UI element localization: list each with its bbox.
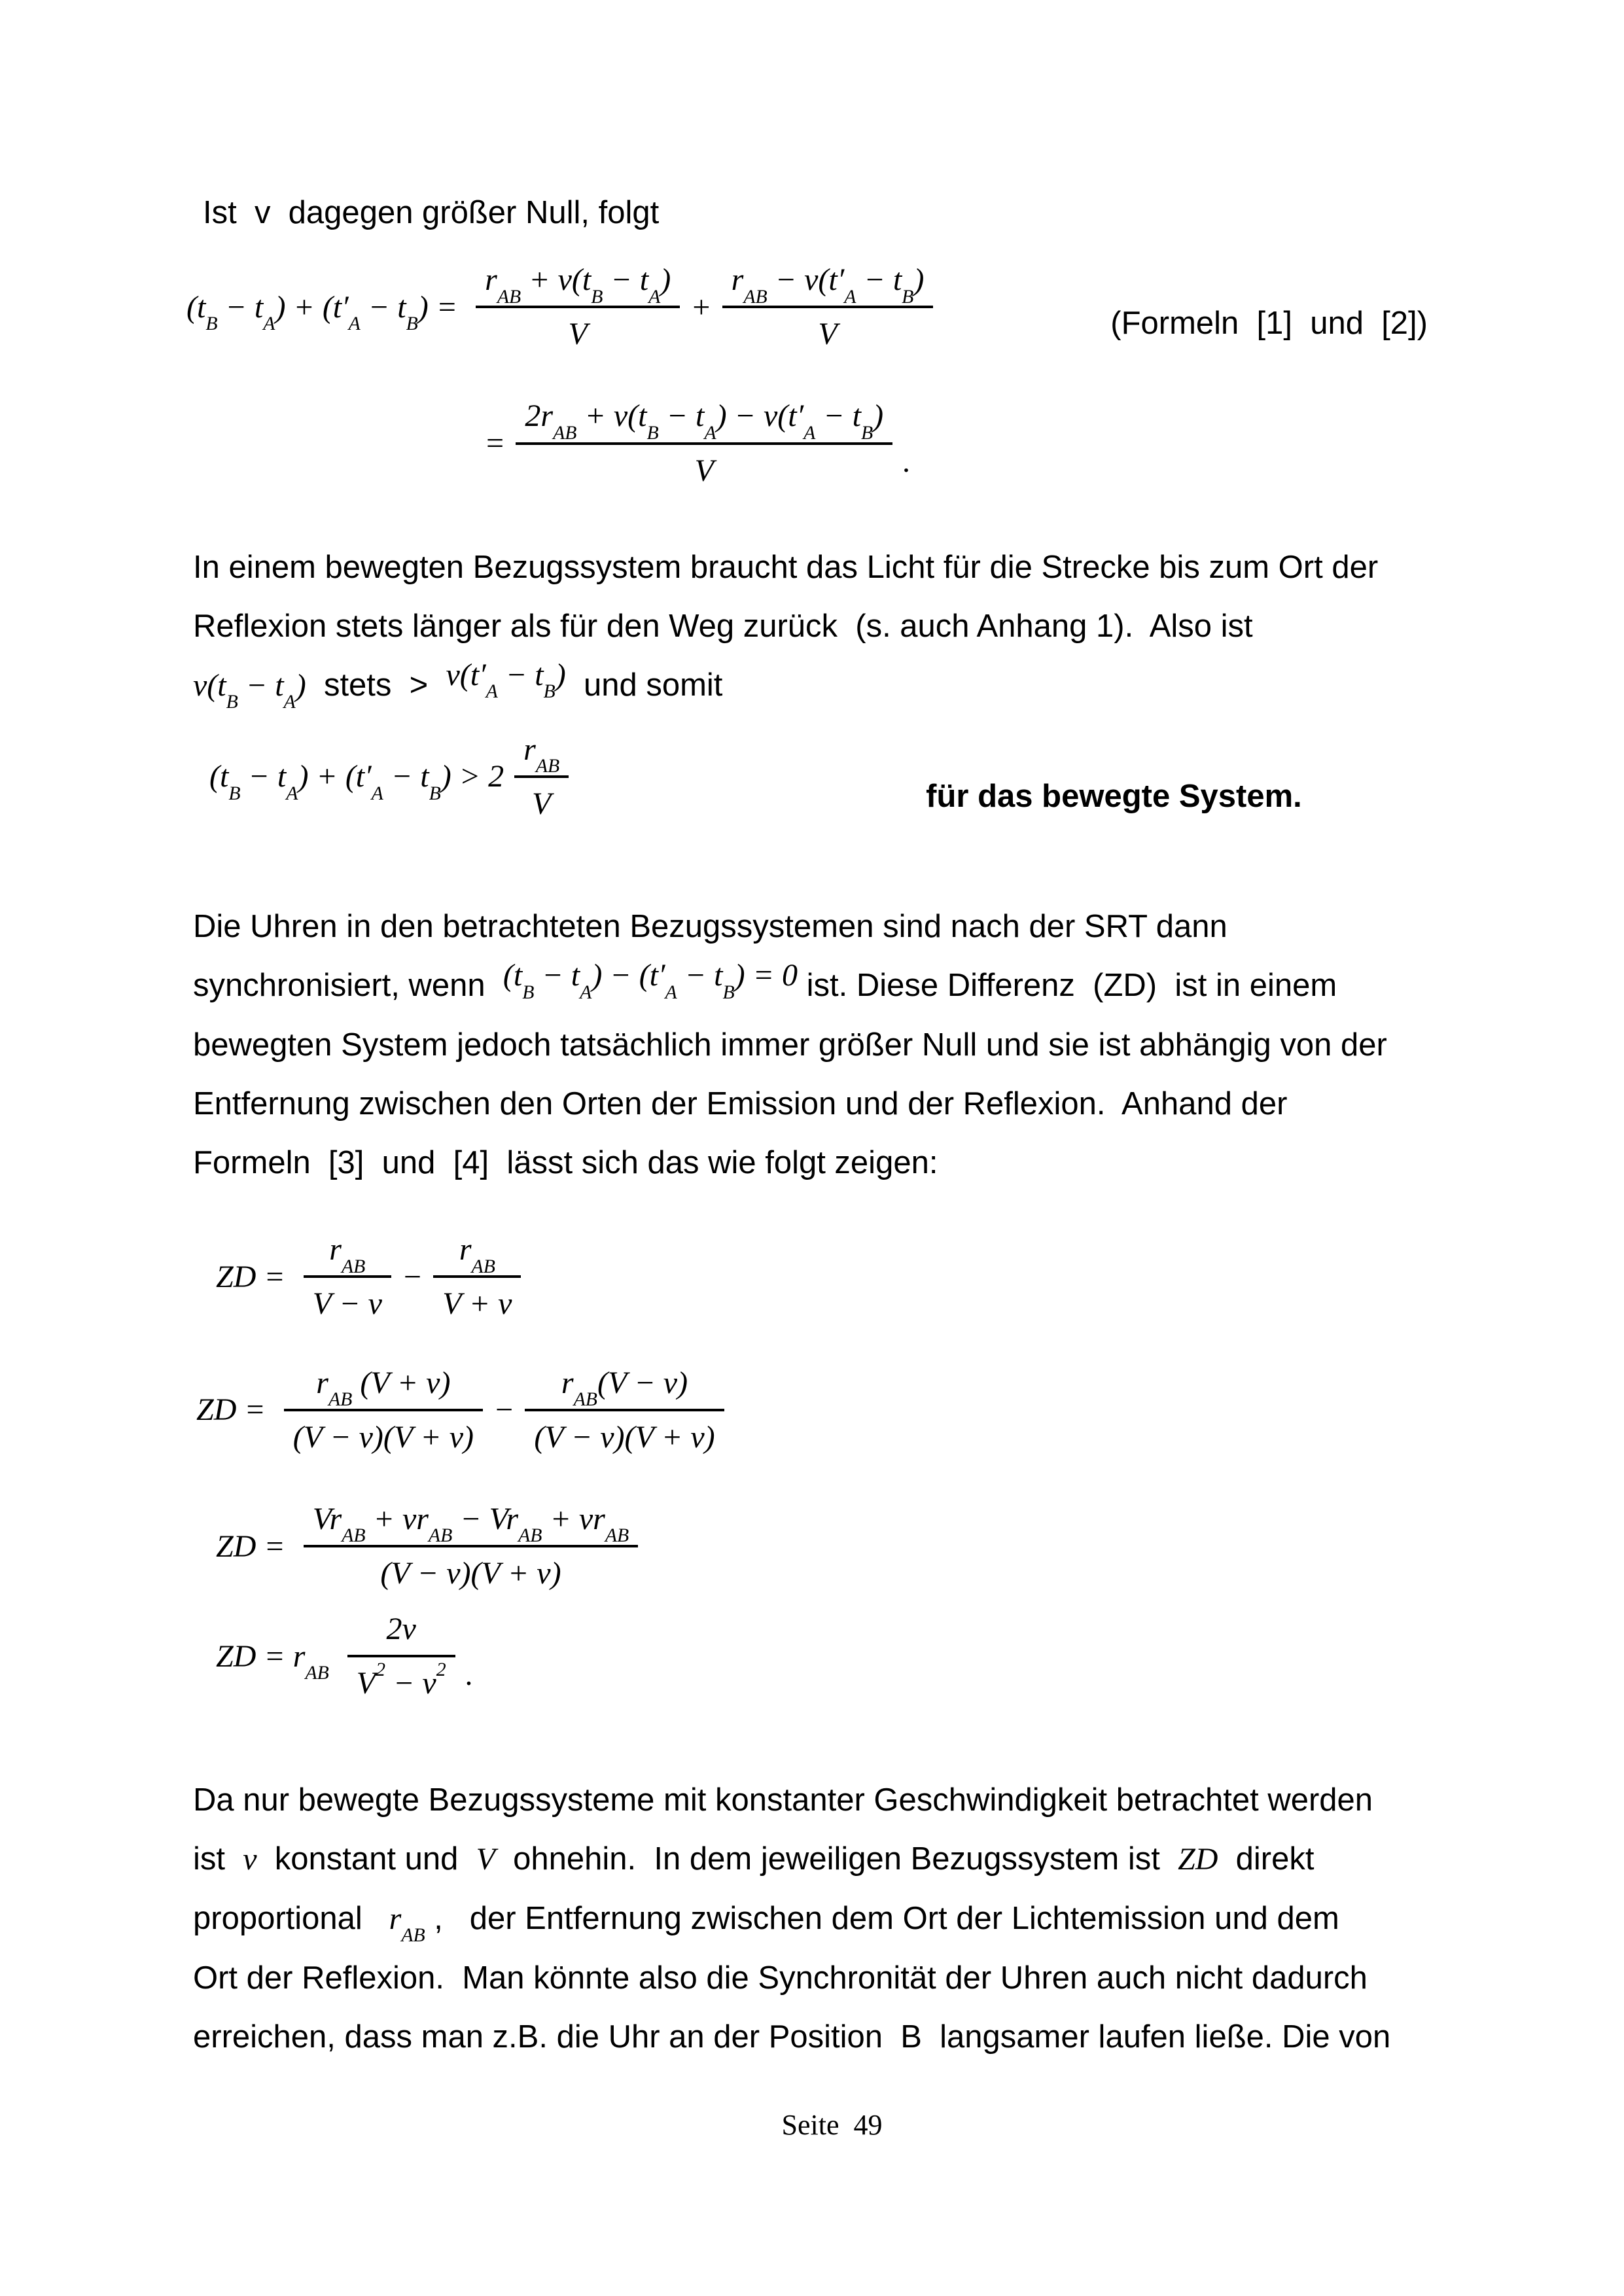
trailing-period: . xyxy=(465,1657,474,1692)
equation-reference-label: (Formeln [1] und [2]) xyxy=(1110,306,1428,342)
text-segment: Reflexion stets länger als für den Weg zurück (s. auch Anhang 1). Also ist xyxy=(193,608,1253,644)
text-segment: synchronisiert, wenn xyxy=(193,968,503,1004)
equation-inequality-moving-system xyxy=(209,732,1428,822)
math-segment: ZD = xyxy=(216,1528,293,1564)
equation-sum-formeln-1-2 xyxy=(186,262,1428,352)
paragraph-line xyxy=(193,1771,1428,1829)
text-segment: stets > xyxy=(306,667,446,703)
text-segment: ist. Diese Differenz (ZD) ist in einem xyxy=(798,968,1337,1004)
equation-zd-step-1 xyxy=(216,1231,1428,1322)
paragraph-line xyxy=(193,1829,1428,1889)
text-segment: proportional xyxy=(193,1900,389,1936)
fraction xyxy=(433,1231,521,1322)
trailing-period: . xyxy=(903,444,911,479)
paragraph-line xyxy=(193,1889,1428,1949)
fraction xyxy=(514,732,569,822)
math-segment: V xyxy=(476,1841,495,1877)
fraction-denominator: V xyxy=(516,442,892,489)
fraction-denominator: V xyxy=(722,306,934,352)
fraction-denominator: V xyxy=(476,306,680,352)
text-segment: Da nur bewegte Bezugssysteme mit konstanter Geschwindigkeit betrachtet werden xyxy=(193,1782,1373,1818)
fraction-numerator: $r_{AB} + v(t_B - t_A)$ xyxy=(485,262,671,308)
text-segment: erreichen, dass man z.B. die Uhr an der Position B langsamer laufen ließe. Die von xyxy=(193,2019,1391,2055)
fraction-denominator: (V − v)(V + v) xyxy=(525,1409,724,1455)
math-segment: ZD = xyxy=(196,1392,274,1428)
fraction xyxy=(284,1365,483,1455)
math-segment-raised: $(t_B - t_A) - (t'_A - t_B) = 0$ xyxy=(503,958,798,1003)
equation-zd-step-3 xyxy=(216,1501,1428,1591)
fraction-numerator: $r_{AB}(V - v)$ xyxy=(561,1365,688,1411)
math-segment: − xyxy=(493,1392,515,1428)
paragraph-light-travel xyxy=(193,538,1428,656)
fraction-numerator: $r_{AB}$ xyxy=(523,732,560,777)
paragraph-line xyxy=(193,2007,1428,2066)
text-segment: und somit xyxy=(565,667,723,703)
text-segment: , der Entfernung zwischen dem Ort der Lichtemission und dem xyxy=(425,1900,1339,1936)
fraction xyxy=(347,1611,455,1701)
fraction-denominator: (V − v)(V + v) xyxy=(304,1545,638,1591)
inline-inequality-line xyxy=(193,656,1428,715)
text-segment: konstant und xyxy=(256,1841,476,1877)
math-segment: − xyxy=(401,1259,423,1294)
math-segment: $(t_B - t_A) + (t'_A - t_B)$ = xyxy=(186,289,466,335)
math-segment: $r_{AB}$ xyxy=(389,1901,425,1947)
math-segment: = xyxy=(484,426,506,461)
text-segment: Ist v dagegen größer Null, folgt xyxy=(203,195,660,230)
text-segment: ist xyxy=(193,1841,243,1877)
paragraph-line xyxy=(193,597,1428,656)
math-segment: ZD = $r_{AB}$ xyxy=(216,1638,329,1684)
text-segment: Formeln [3] und [4] lässt sich das wie folgt zeigen: xyxy=(193,1145,938,1181)
paragraph-line xyxy=(193,1016,1428,1074)
paragraph-line xyxy=(193,1074,1428,1133)
page-number-label: Seite 49 xyxy=(781,2108,883,2141)
fraction-denominator: V + v xyxy=(433,1275,521,1322)
math-segment: ZD = xyxy=(216,1259,293,1294)
paragraph-line xyxy=(193,956,1428,1016)
math-segment: + xyxy=(690,289,712,325)
fraction xyxy=(722,262,934,352)
math-segment-raised: $v(t'_A - t_B)$ xyxy=(446,657,566,703)
paragraph-line xyxy=(193,1133,1428,1192)
fraction xyxy=(476,262,680,352)
paragraph-clock-synchronisation xyxy=(193,897,1428,1192)
paragraph-conclusion xyxy=(193,1771,1428,2066)
fraction-denominator: V − v xyxy=(304,1275,391,1322)
fraction xyxy=(525,1365,724,1455)
fraction xyxy=(304,1501,638,1591)
text-segment: Die Uhren in den betrachteten Bezugssystemen sind nach der SRT dann xyxy=(193,909,1227,945)
fraction-numerator: $2r_{AB} + v(t_B - t_A) - v(t'_A - t_B)$ xyxy=(525,398,884,444)
intro-sentence xyxy=(203,183,1428,242)
fraction-numerator: 2v xyxy=(386,1612,416,1647)
fraction-numerator: $r_{AB} - v(t'_A - t_B)$ xyxy=(731,262,925,308)
equation-zd-step-2 xyxy=(196,1365,1428,1455)
fraction-numerator: $r_{AB}$ xyxy=(459,1232,495,1277)
text-segment: Ort der Reflexion. Man könnte also die Synchronität der Uhren auch nicht dadurch xyxy=(193,1960,1368,1996)
paragraph-line xyxy=(193,1949,1428,2007)
fraction-denominator: (V − v)(V + v) xyxy=(284,1409,483,1455)
fraction-denominator: $V^2 - v^2$ xyxy=(347,1655,455,1701)
paragraph-line xyxy=(193,897,1428,956)
fraction-numerator: $r_{AB}$ xyxy=(329,1232,366,1277)
fraction-denominator: V xyxy=(514,775,569,822)
fraction-numerator: $Vr_{AB} + vr_{AB} - Vr_{AB} + vr_{AB}$ xyxy=(312,1501,629,1547)
text-segment: ohnehin. In dem jeweiligen Bezugssystem ist xyxy=(495,1841,1178,1877)
math-segment: v xyxy=(243,1841,257,1877)
math-segment: ZD xyxy=(1178,1841,1218,1877)
bold-annotation: für das bewegte System. xyxy=(926,778,1302,814)
equation-combined-fraction xyxy=(484,398,1428,488)
equation-zd-result xyxy=(216,1611,1428,1701)
text-segment: In einem bewegten Bezugssystem braucht das Licht für die Strecke bis zum Ort der xyxy=(193,549,1379,585)
text-segment: bewegten System jedoch tatsächlich immer größer Null und sie ist abhängig von der xyxy=(193,1027,1387,1063)
text-segment: Entfernung zwischen den Orten der Emission und der Reflexion. Anhand der xyxy=(193,1086,1288,1122)
page-footer xyxy=(193,2076,1428,2174)
fraction xyxy=(516,398,892,488)
math-segment: $(t_B - t_A) + (t'_A - t_B) > 2$ xyxy=(209,759,504,804)
fraction-numerator: $r_{AB}$ (V + v) xyxy=(316,1365,451,1411)
math-segment: $v(t_B - t_A)$ xyxy=(193,667,306,713)
paragraph-line xyxy=(193,538,1428,597)
text-segment: direkt xyxy=(1218,1841,1315,1877)
fraction xyxy=(304,1231,391,1322)
